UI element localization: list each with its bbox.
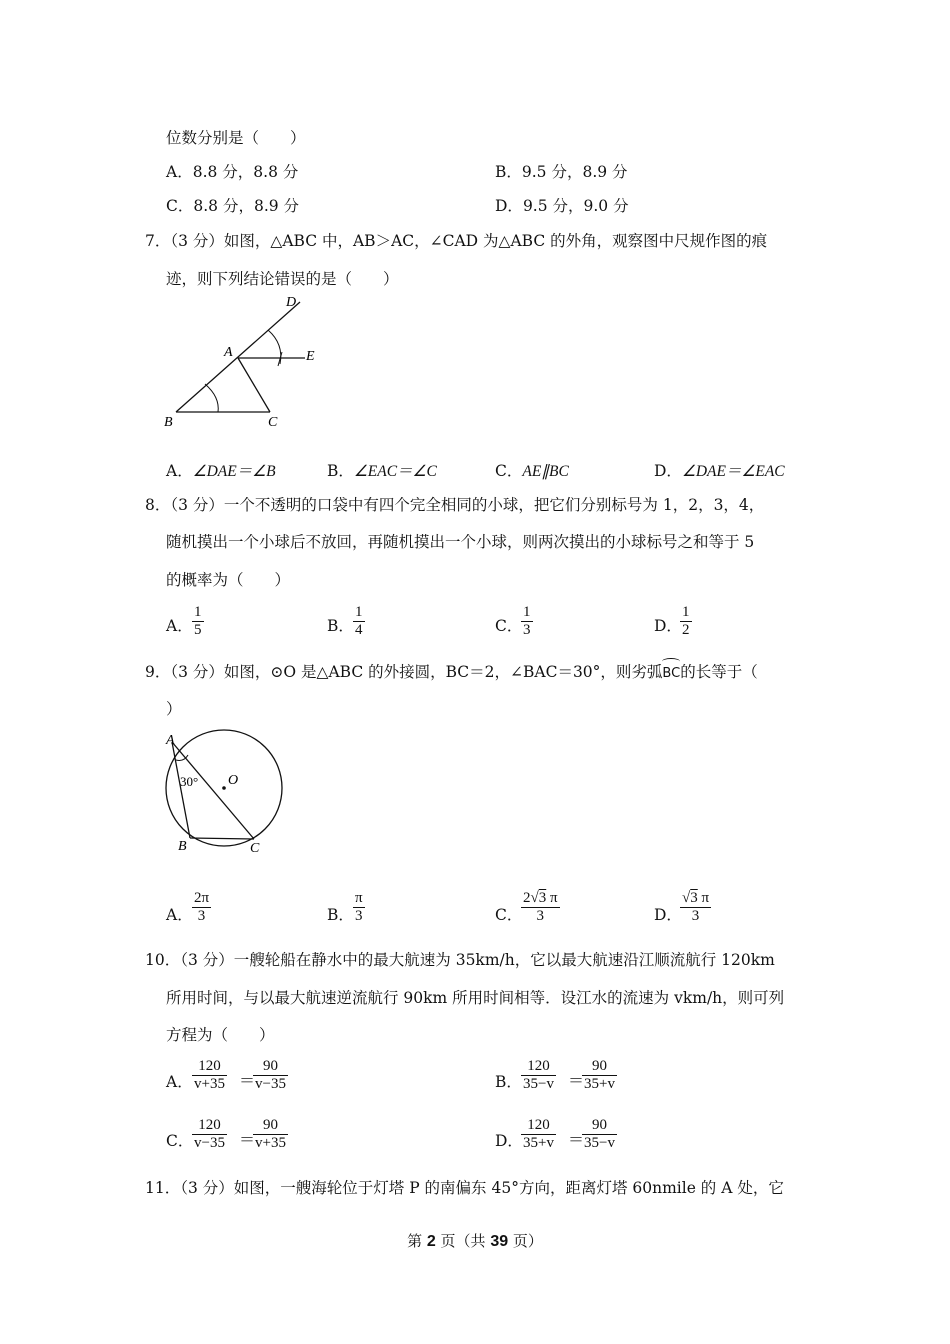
q9-label-o: O (228, 773, 239, 788)
q9-line1: 9．（3 分）如图，⊙O 是△ABC 的外接圆，BC＝2，∠BAC＝30°，则劣弧 BC的长等于（ (145, 660, 758, 682)
q10-option-d-left: 120 35+v (523, 1117, 554, 1151)
q9-option-d-letter: D． (654, 906, 682, 924)
q8-line3: 的概率为（ ） (166, 571, 291, 589)
q9-line2: ） (166, 700, 182, 718)
q10-option-b-equals: ＝ (568, 1073, 585, 1090)
q8-line1: 8．（3 分）一个不透明的口袋中有四个完全相同的小球，把它们分别标号为 1，2，3，4， (145, 496, 765, 514)
q10-option-c-equals: ＝ (239, 1132, 256, 1149)
q10-option-b-letter: B． (495, 1073, 522, 1091)
q10-option-a-left: 120 v+35 (194, 1058, 225, 1092)
q7-option-d: D．∠DAE＝∠EAC (654, 462, 785, 480)
q9-option-d-fraction: √3 π 3 (682, 890, 710, 924)
q7-option-a: A．∠DAE＝∠B (166, 462, 276, 480)
q10-option-a-equals: ＝ (239, 1073, 256, 1090)
q10-line3: 方程为（ ） (166, 1026, 275, 1044)
q10-option-b-right: 90 35+v (584, 1058, 615, 1092)
q7-label-d: D (286, 295, 297, 310)
q8-option-d-letter: D． (654, 617, 682, 635)
q10-option-c-right: 90 v+35 (255, 1117, 286, 1151)
q7-figure (160, 292, 330, 442)
q8-line2: 随机摸出一个小球后不放回，再随机摸出一个小球，则两次摸出的小球标号之和等于 5 (166, 533, 755, 551)
q7-line2: 迹，则下列结论错误的是（ ） (166, 270, 399, 288)
q8-option-a-letter: A． (166, 617, 193, 635)
q7-option-c: C．AE∥BC (495, 462, 569, 480)
page-footer: 第 2 页（共 39 页） (407, 1232, 543, 1250)
q9-arc-bc: BC (662, 666, 681, 681)
q9-option-c-letter: C． (495, 906, 523, 924)
q6-option-c: C．8.8 分，8.9 分 (166, 197, 300, 215)
total-pages: 39 (490, 1233, 509, 1250)
q10-option-d-equals: ＝ (568, 1132, 585, 1149)
q7-option-b: B．∠EAC＝∠C (327, 462, 437, 480)
q9-figure (158, 728, 298, 858)
q8-option-d-fraction: 1 2 (682, 604, 690, 638)
q9-label-angle: 30° (180, 774, 199, 789)
q8-option-b-letter: B． (327, 617, 354, 635)
q10-option-a-letter: A． (166, 1073, 193, 1091)
q11-line1: 11．（3 分）如图，一艘海轮位于灯塔 P 的南偏东 45°方向，距离灯塔 60nmile 的 A 处，它 (145, 1179, 784, 1197)
q9-label-b: B (178, 839, 187, 854)
q10-option-d-right: 90 35−v (584, 1117, 615, 1151)
q8-option-b-fraction: 1 4 (355, 604, 363, 638)
q9-option-a-letter: A． (166, 906, 193, 924)
q6-tail: 位数分别是（ ） (166, 129, 306, 147)
q7-label-e: E (306, 349, 315, 364)
current-page-number: 2 (426, 1233, 436, 1250)
q6-option-b: B．9.5 分，8.9 分 (495, 163, 628, 181)
q9-option-c-fraction: 2√3 π 3 (523, 890, 558, 924)
q9-option-b-fraction: π 3 (355, 890, 363, 924)
q10-option-c-left: 120 v−35 (194, 1117, 225, 1151)
q9-option-b-letter: B． (327, 906, 354, 924)
q7-label-b: B (164, 415, 173, 430)
q9-option-a-fraction: 2π 3 (194, 890, 210, 924)
q10-option-c-letter: C． (166, 1132, 194, 1150)
q8-option-c-fraction: 1 3 (523, 604, 531, 638)
q9-label-c: C (250, 841, 260, 856)
q10-line2: 所用时间，与以最大航速逆流航行 90km 所用时间相等．设江水的流速为 vkm/h，则可列 (166, 989, 785, 1007)
q10-line1: 10．（3 分）一艘轮船在静水中的最大航速为 35km/h，它以最大航速沿江顺流航行 120km (145, 951, 775, 969)
q8-option-a-fraction: 1 5 (194, 604, 202, 638)
q7-label-a: A (224, 345, 233, 360)
q10-option-d-letter: D． (495, 1132, 523, 1150)
q6-option-d: D．9.5 分，9.0 分 (495, 197, 629, 215)
q10-option-a-right: 90 v−35 (255, 1058, 286, 1092)
q8-option-c-letter: C． (495, 617, 523, 635)
q7-line1: 7．（3 分）如图，△ABC 中，AB＞AC，∠CAD 为△ABC 的外角，观察图中尺规作图的痕 (145, 232, 768, 250)
q10-option-b-left: 120 35−v (523, 1058, 554, 1092)
q6-option-a: A．8.8 分，8.8 分 (166, 163, 299, 181)
q7-label-c: C (268, 415, 278, 430)
q9-label-a: A (166, 733, 175, 748)
